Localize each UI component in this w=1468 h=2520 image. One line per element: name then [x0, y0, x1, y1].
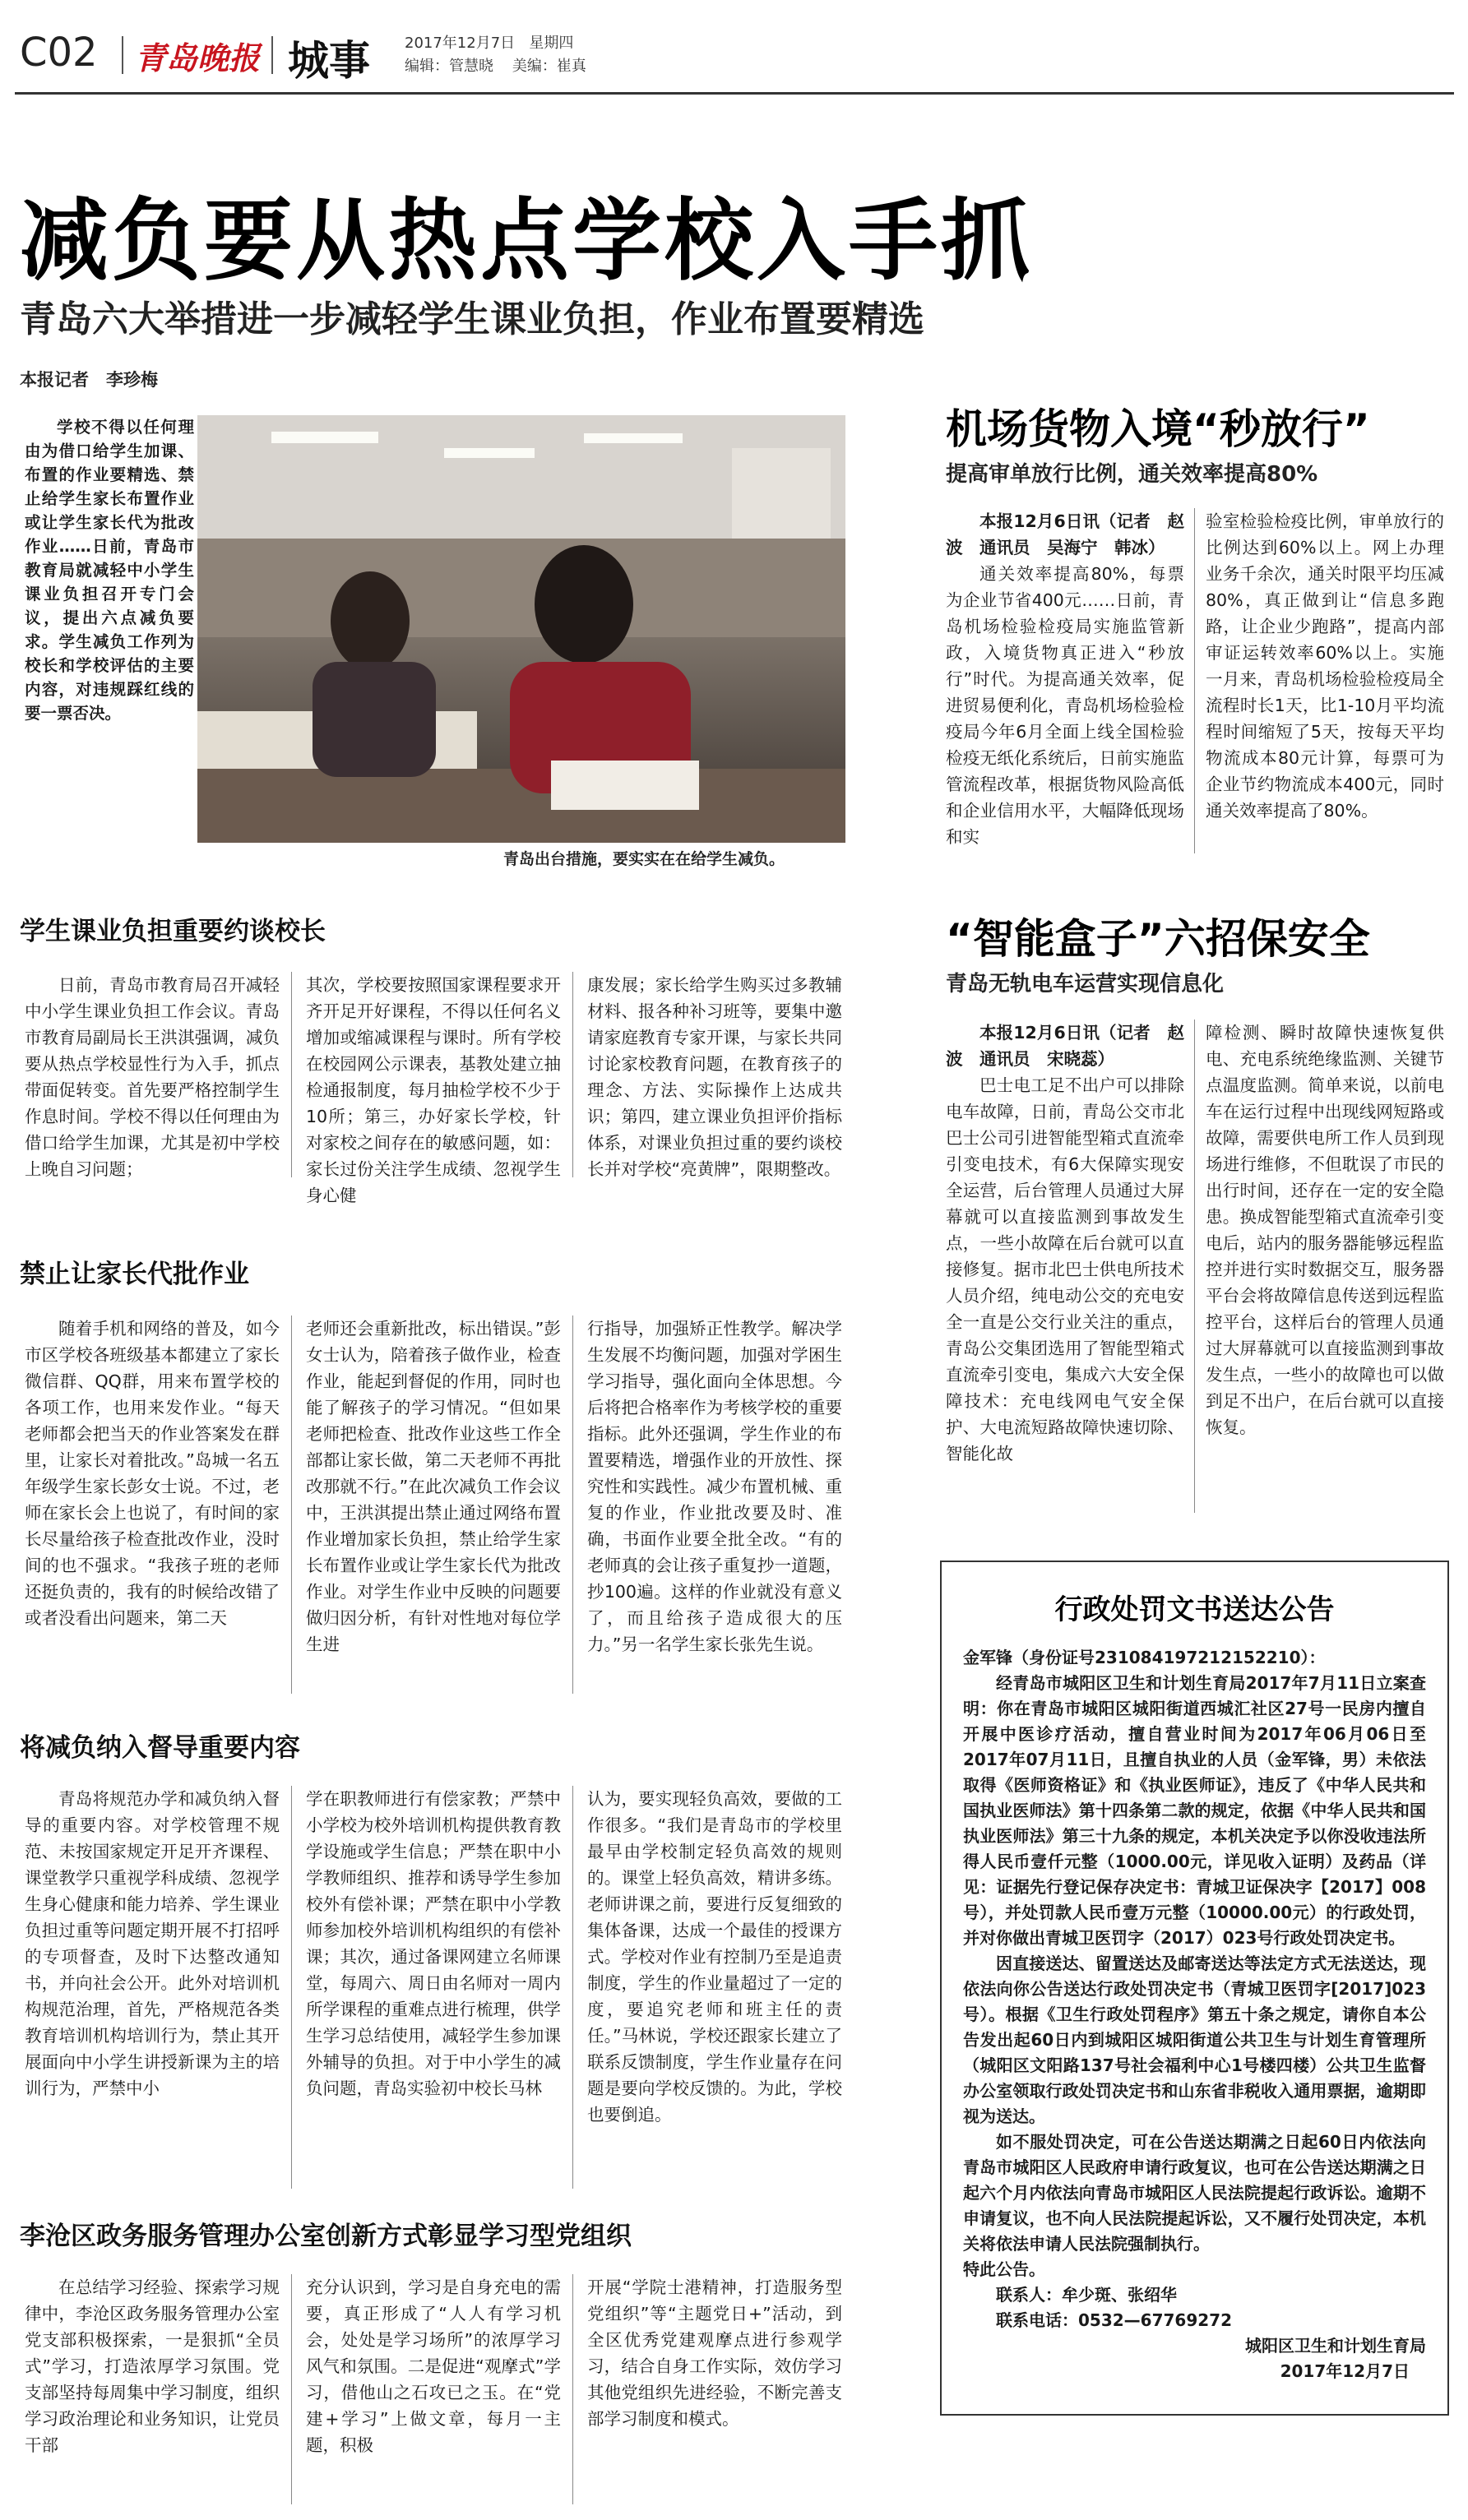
notice-issuer: 城阳区卫生和计划生育局 — [1245, 2336, 1426, 2356]
photo-wall — [197, 539, 845, 637]
sec3-col-1 — [25, 1786, 280, 2197]
smartbox-subheadline: 青岛无轨电车运营实现信息化 — [946, 972, 1225, 996]
sec2-col-1 — [25, 1315, 280, 1702]
section-name: 城事 — [288, 37, 370, 85]
notice-para-3: 如不服处罚决定，可在公告送达期满之日起60日内依法向青岛市城阳区人民政府申请行政复议，也可在公告送达期满之日起六个月内依法向青岛市城阳区人民法院提起行政诉讼。逾期不申请复议，也不向人民法院提起诉讼，又不履行处罚决定，本机关将依法申请人民法院强制执行。 — [963, 2132, 1426, 2254]
sec2-col-1-text: 随着手机和网络的普及，如今市区学校各班级基本都建立了家长微信群、QQ群，用来布置学校的各项工作，也用来发作业。“每天老师都会把当天的作业答案发在群里，让家长对着批改。”岛城一名五年级学生家长彭女士说。不过，老师在家长会上也说了，有时间的家长尽量给孩子检查批改作业，没时间的也不强求。“我孩子班的老师还挺负责的，我有的时候给改错了或者没看出问题来，第二天 — [25, 1319, 280, 1628]
sec3-col-2 — [306, 1786, 561, 2197]
licang-col-2 — [306, 2274, 561, 2513]
column-divider — [572, 972, 573, 1177]
smartbox-dateline: 本报12月6日讯（记者 赵波 通讯员 宋晓蕊） — [946, 1023, 1184, 1069]
page-number: C02 — [20, 30, 98, 76]
airport-col-1-text: 通关效率提高80%，每票为企业节省400元……日前，青岛机场检验检疫局实施监管新政，入境货物真正进入“秒放行”时代。为提高通关效率，促进贸易便利化，青岛机场检验检疫局今年6月全面上线全国检验检疫无纸化系统后，日前实施监管流程改革，根据货物风险高低和企业信用水平，大幅降低现场和实 — [946, 564, 1184, 847]
lead-summary — [25, 415, 194, 859]
airport-col-2 — [1206, 508, 1444, 862]
column-divider — [291, 972, 292, 1177]
photo-ceiling-light — [584, 433, 683, 443]
column-divider — [291, 1315, 292, 1694]
licang-col-1 — [25, 2274, 280, 2513]
designer-text: 美编：崔真 — [512, 58, 586, 75]
notice-addressee: 金军锋（身份证号231084197212152210）： — [963, 1648, 1326, 1667]
date-text: 2017年12月7日 — [405, 35, 516, 52]
airport-headline: 机场货物入境“秒放行” — [946, 405, 1370, 453]
photo-student-right-head — [535, 545, 633, 664]
airport-col-2-text: 验室检验检疫比例，审单放行的比例达到60%以上。网上办理业务千余次，通关时限平均压减80%，真正做到让“信息多跑路，让企业少跑路”，提高内部审证运转效率60%以上。实施一月来，青岛机场检验检疫局全流程时长1天，比1-10月平均流程时间缩短了5天，按每天平均物流成本80元计算，每票可为企业节约物流成本400元，同时通关效率提高了80%。 — [1206, 511, 1444, 821]
smartbox-col-1 — [946, 1020, 1184, 1521]
editor-credits — [405, 54, 586, 76]
photo-paper — [551, 761, 699, 810]
photo-ceiling-light — [444, 448, 535, 458]
airport-subheadline: 提高审单放行比例，通关效率提高80% — [946, 462, 1318, 487]
sec3-col-3-text: 认为，要实现轻负高效，要做的工作很多。“我们是青岛市的学校里最早由学校制定轻负高效的规则的。课堂上轻负高效，精讲多练。老师讲课之前，要进行反复细致的集体备课，达成一个最佳的授课方式。学校对作业有控制乃至是追责制度，学生的作业量超过了一定的度，要追究老师和班主任的责任。”马林说，学校还跟家长建立了联系反馈制度，学生作业量存在问题是要向学校反馈的。为此，学校也要倒追。 — [587, 1789, 842, 2125]
lead-subheadline: 青岛六大举措进一步减轻学生课业负担，作业布置要精选 — [20, 298, 924, 340]
issue-date — [405, 31, 573, 53]
smartbox-headline: “智能盒子”六招保安全 — [946, 915, 1370, 963]
notice-title: 行政处罚文书送达公告 — [1054, 1593, 1335, 1626]
lead-summary-text: 学校不得以任何理由为借口给学生加课、布置的作业要精选、禁止给学生家长布置作业或让学生家长代为批改作业……日前，青岛市教育局就减轻中小学生课业负担召开专门会议，提出六点减负要求。学生减负工作列为校长和学校评估的主要内容，对违规踩红线的要一票否决。 — [25, 418, 194, 723]
sec3-col-1-text: 青岛将规范办学和减负纳入督导的重要内容。对学校管理不规范、未按国家规定开足开齐课程、课堂教学只重视学科成绩、忽视学生身心健康和能力培养、学生课业负担过重等问题定期开展不打招呼的专项督查，及时下达整改通知书，并向社会公开。此外对培训机构规范治理，首先，严格规范各类教育培训机构培训行为，禁止其开展面向中小学生讲授新课为主的培训行为，严禁中小 — [25, 1789, 280, 2098]
sec1-col-2-text: 其次，学校要按照国家课程要求开齐开足开好课程，不得以任何名义增加或缩减课程与课时。所有学校在校园网公示课表，基教处建立抽检通报制度，每月抽检学校不少于10所；第三，办好家长学校，针对家校之间存在的敏感问题，如：家长过份关注学生成绩、忽视学生身心健 — [306, 975, 561, 1205]
classroom-photo-art — [197, 415, 845, 843]
column-divider — [572, 1315, 573, 1694]
notice-contact: 联系人：牟少斑、张绍华 — [996, 2285, 1177, 2305]
photo-ceiling-light — [271, 432, 378, 443]
masthead-rule — [15, 92, 1454, 95]
licang-col-3 — [587, 2274, 842, 2513]
airport-dateline: 本报12月6日讯（记者 赵波 通讯员 吴海宁 韩冰） — [946, 511, 1184, 557]
smartbox-col-1-text: 巴士电工足不出户可以排除电车故障，日前，青岛公交市北巴士公司引进智能型箱式直流牵引变电技术，有6大保障实现安全运营，后台管理人员通过大屏幕就可以直接监测到事故发生点，一些小故障在后台就可以直接修复。据市北巴士供电所技术人员介绍，纯电动公交的充电安全一直是公交行业关注的重点，青岛公交集团选用了智能型箱式直流牵引变电，集成六大安全保障技术：充电线网电气安全保护、大电流短路故障快速切除、智能化故 — [946, 1075, 1184, 1463]
sec2-col-2 — [306, 1315, 561, 1702]
section-heading-3: 将减负纳入督导重要内容 — [20, 1733, 300, 1763]
notice-box — [940, 1561, 1449, 2416]
sec1-col-1-text: 日前，青岛市教育局召开减轻中小学生课业负担工作会议。青岛市教育局副局长王洪淇强调，减负要从热点学校显性行为入手，抓点带面促转变。首先要严格控制学生作息时间。学校不得以任何理由为借口给学生加课，尤其是初中学校上晚自习问题； — [25, 975, 280, 1179]
notice-date: 2017年12月7日 — [1280, 2361, 1410, 2381]
notice-para-2: 因直接送达、留置送达及邮寄送达等法定方式无法送达，现依法向你公告送达行政处罚决定书（青城卫医罚字[2017]023号）。根据《卫生行政处罚程序》第五十条之规定，请你自本公告发出起60日内到城阳区城阳街道公共卫生与计划生育管理所（城阳区文阳路137号社会福利中心1号楼四楼）公共卫生监督办公室领取行政处罚决定书和山东省非税收入通用票据，逾期即视为送达。 — [963, 1954, 1426, 2126]
column-divider — [572, 1786, 573, 2189]
editor-text: 编辑：管慧晓 — [405, 58, 493, 75]
section-heading-2: 禁止让家长代批作业 — [20, 1260, 249, 1289]
licang-col-3-text: 开展“学院士港精神，打造服务型党组织”等“主题党日+”活动，到全区优秀党建观摩点进行参观学习，结合自身工作实际，效仿学习其他党组织先进经验，不断完善支部学习制度和模式。 — [587, 2277, 842, 2429]
sec2-col-3-text: 行指导，加强矫正性教学。解决学生发展不均衡问题，加强对学困生学习指导，强化面向全体思想。今后将把合格率作为考核学校的重要指标。此外还强调，学生作业的布置要精选，增强作业的开放性、探究性和实践性。减少布置机械、重复的作业，作业批改要及时、准确，书面作业要全批全改。“有的老师真的会让孩子重复抄一道题，抄100遍。这样的作业就没有意义了，而且给孩子造成很大的压力。”另一名学生家长张先生说。 — [587, 1319, 842, 1654]
airport-col-1 — [946, 508, 1184, 862]
masthead-divider — [271, 36, 273, 74]
section-heading-1: 学生课业负担重要约谈校长 — [20, 917, 326, 946]
sec1-col-3 — [587, 972, 842, 1186]
licang-col-2-text: 充分认识到，学习是自身充电的需要，真正形成了“人人有学习机会，处处是学习场所”的浓厚学习风气和氛围。二是促进“观摩式”学习，借他山之石攻已之玉。在“党建+学习”上做文章，每月一主题，积极 — [306, 2277, 561, 2455]
sec2-col-3 — [587, 1315, 842, 1702]
photo-caption: 青岛出台措施，要实实在在给学生减负。 — [503, 850, 785, 868]
smartbox-col-2 — [1206, 1020, 1444, 1521]
sec2-col-2-text: 老师还会重新批改，标出错误。”彭女士认为，陪着孩子做作业，检查作业，能起到督促的作用，同时也能了解孩子的学习情况。“但如果老师把检查、批改作业这些工作全部都让家长做，第二天老师不再批改那就不行。”在此次减负工作会议中，王洪淇提出禁止通过网络布置作业增加家长负担，禁止给学生家长布置作业或让学生家长代为批改作业。对学生作业中反映的问题要做归因分析，有针对性地对每位学生进 — [306, 1319, 561, 1654]
sec3-col-2-text: 学在职教师进行有偿家教；严禁中小学校为校外培训机构提供教育教学设施或学生信息；严禁在职中小学教师组织、推荐和诱导学生参加校外有偿补课；严禁在职中小学教师参加校外培训机构组织的有偿补课；其次，通过备课网建立名师课堂，每周六、周日由名师对一周内所学课程的重难点进行梳理，供学生学习总结使用，减轻学生参加课外辅导的负担。对于中小学生的减负问题，青岛实验初中校长马林 — [306, 1789, 561, 2098]
licang-col-1-text: 在总结学习经验、探索学习规律中，李沧区政务服务管理办公室党支部积极探索，一是狠抓“全员式”学习，打造浓厚学习氛围。党支部坚持每周集中学习制度，组织学习政治理论和业务知识，让党员干部 — [25, 2277, 280, 2455]
column-divider — [291, 1786, 292, 2189]
notice-para-4: 特此公告。 — [963, 2259, 1045, 2279]
column-divider — [572, 2274, 573, 2504]
column-divider — [1194, 1020, 1195, 1513]
sec3-col-3 — [587, 1786, 842, 2197]
notice-para-1: 经青岛市城阳区卫生和计划生育局2017年7月11日立案查明：你在青岛市城阳区城阳街道西城汇社区27号一民房内擅自开展中医诊疗活动，擅自营业时间为2017年06月06日至2017年07月11日，且擅自执业的人员（金军锋，男）未依法取得《医师资格证》和《执业医师证》，违反了《中华人民共和国执业医师法》第十四条第二款的规定，依据《中华人民共和国执业医师法》第三十九条的规定，本机关决定予以你没收违法所得人民币壹仟元整（1000.00元，详见收入证明）及药品（详见：证据先行登记保存决定书：青城卫证保决字【2017】008号），并处罚款人民币壹万元整（10000.00元）的行政处罚，并对你做出青城卫医罚字（2017）023号行政处罚决定书。 — [963, 1673, 1426, 1948]
lead-byline: 本报记者 李珍梅 — [20, 370, 158, 390]
column-divider — [291, 2274, 292, 2504]
column-divider — [1194, 508, 1195, 853]
sec1-col-2 — [306, 972, 561, 1205]
lead-headline: 减负要从热点学校入手抓 — [20, 190, 1034, 293]
masthead-divider — [122, 36, 123, 74]
licang-headline: 李沧区政务服务管理办公室创新方式彰显学习型党组织 — [20, 2222, 632, 2251]
photo-student-left-head — [331, 571, 410, 670]
sec1-col-3-text: 康发展；家长给学生购买过多教辅材料、报各种补习班等，要集中邀请家庭教育专家开课，与家长共同讨论家校教育问题，在教育孩子的理念、方法、实际操作上达成共识；第四，建立课业负担评价指标体系，对课业负担过重的要约谈校长并对学校“亮黄牌”，限期整改。 — [587, 975, 842, 1179]
weekday-text: 星期四 — [529, 35, 574, 52]
smartbox-col-2-text: 障检测、瞬时故障快速恢复供电、充电系统绝缘监测、关键节点温度监测。简单来说，以前电车在运行过程中出现线网短路或故障，需要供电所工作人员到现场进行维修，不但耽误了市民的出行时间，还存在一定的安全隐患。换成智能型箱式直流牵引变电后，站内的服务器能够远程监控并进行实时数据交互，服务器平台会将故障信息传送到远程监控平台，这样后台的管理人员通过大屏幕就可以直接监测到事故发生点，一些小的故障也可以做到足不出户，在后台就可以直接恢复。 — [1206, 1023, 1444, 1437]
classroom-photo — [197, 415, 845, 843]
photo-student-left-body — [313, 662, 436, 777]
sec1-col-1 — [25, 972, 280, 1186]
notice-phone: 联系电话：0532—67769272 — [996, 2310, 1232, 2330]
paper-logo: 青岛晚报 — [135, 39, 261, 76]
